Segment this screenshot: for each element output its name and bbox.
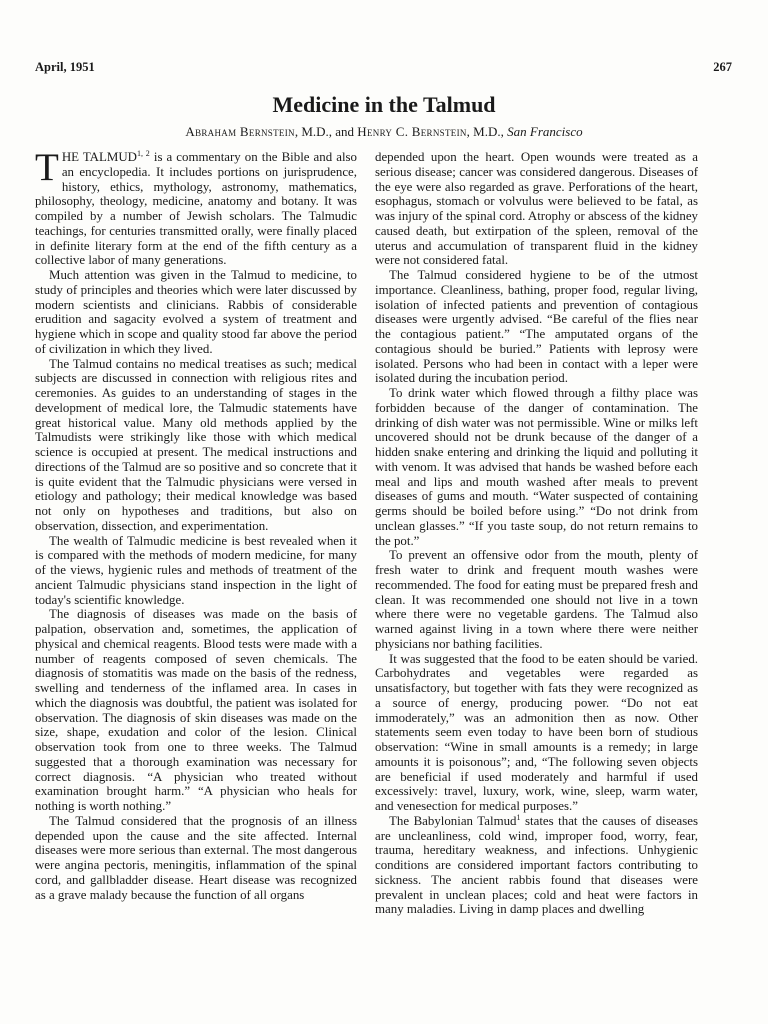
issue-date: April, 1951 xyxy=(35,60,95,74)
paragraph xyxy=(35,150,357,268)
paragraph: The wealth of Talmudic medicine is best revealed when it is compared with the methods of modern medicine, for many of the views, hygienic rules and methods of treatment of the ancient Talmudic physicians stand inspection in the light of today's scientific knowledge. xyxy=(35,533,357,607)
paragraph xyxy=(375,814,698,917)
byline xyxy=(0,124,768,140)
paragraph: Much attention was given in the Talmud to medicine, to study of principles and theories which were later discussed by modern scientists and clinicians. Rabbis of considerable erudition and sagacity evolved a system of treatment and hygiene which in scope and quality stood far above the period of civilization in which they lived. xyxy=(35,268,357,356)
paragraph: The Talmud considered that the prognosis of an illness depended upon the cause and the site affected. Internal diseases were more serious than external. The most dangerous were angina pectoris, meningitis, inflammation of the spinal cord, and gallbladder disease. Heart disease was recognized as a grave malady because the function of all organs xyxy=(35,813,357,902)
author-location: San Francisco xyxy=(507,124,583,139)
running-head xyxy=(35,60,732,76)
lead-word: HE TALMUD xyxy=(61,150,137,164)
paragraph-text: is a commentary on the Bible and also an encyclopedia. It includes portions on jurisprudence, history, ethics, mythology, astronomy, mathematics, philosophy, theology, medicine, anatomy and botany. It was compiled by a number of Jewish scholars. The Talmudic teachings, for centuries transmitted orally, were finally placed in definite literary form at the end of the fifth century as a collective labor of many generations. xyxy=(35,150,357,268)
paragraph: The diagnosis of diseases was made on the basis of palpation, observation and, sometimes, the application of physical and chemical reagents. Blood tests were made with a number of reagents composed of seven chemicals. The diagnosis of stomatitis was made on the basis of the redness, swelling and tenderness of the inflamed area. In cases in which the diagnosis was doubtful, the patient was isolated for observation. The diagnosis of skin diseases was made on the size, shape, exudation and color of the lesion. Clinical observation took from one to three weeks. The Talmud suggested that a thorough examination was necessary for correct diagnosis. “A physician who treated without examination brought harm.” “A physician who heals for nothing is worth nothing.” xyxy=(35,607,357,813)
paragraph-text: states that the causes of diseases are uncleanliness, cold wind, improper food, worry, fear, trauma, hereditary weakness, and infections. Unhygienic conditions are considered important factors contributing to sickness. The ancient rabbis found that diseases were prevalent in unclean places; cold and heat were factors in many maladies. Living in damp places and dwelling xyxy=(375,813,698,917)
paragraph: It was suggested that the food to be eaten should be varied. Carbohydrates and vegetables were regarded as unsatisfactory, but together with fats they were recognized as a source of energy, producing power. “Do not eat immoderately,” was an admonition then as now. Other statements seem even today to have been born of studious observation: “Wine in small amounts is a remedy; in large amounts it is poisonous”; and, “The following seven objects are beneficial if used moderately and harmful if used excessively: travel, luxury, work, wine, sleep, warm water, and venesection for medical purposes.” xyxy=(375,651,698,813)
right-column xyxy=(375,150,698,1000)
reference-marker: 1 xyxy=(516,812,521,822)
drop-cap: T xyxy=(35,150,59,189)
paragraph: The Talmud contains no medical treatises as such; medical subjects are discussed in connection with religious rites and ceremonies. As guides to an understanding of stages in the development of medical lore, the Talmudic statements have great historical value. Many old methods applied by the Talmudists were strikingly like those with which medical science is occupied at present. The medical instructions and directions of the Talmud are so positive and so concrete that it is quite evident that the Talmudic physicians were versed in etiology and pathology; their medical knowledge was based not only on hypotheses and traditions, but also on observation, dissection, and experimentation. xyxy=(35,356,357,533)
article-title: Medicine in the Talmud xyxy=(272,92,496,117)
author-name: Abraham Bernstein xyxy=(185,124,295,139)
paragraph: To drink water which flowed through a filthy place was forbidden because of the danger of contamination. The drinking of dish water was not permissible. Wine or milks left uncovered should not be drunk because of the danger of a hidden snake entering and drinking the liquid and polluting it with venom. It was advised that hands be washed before each meal and lips and mouth washed after meals to prevent diseases of gums and mouth. “Water suspected of containing germs should be boiled before using.” “Do not drink from unclean glasses.” “If you taste soup, do not return remains to the pot.” xyxy=(375,386,698,548)
paragraph-text: The Babylonian Talmud xyxy=(389,813,517,828)
reference-marker: 1, 2 xyxy=(136,150,150,158)
paragraph: depended upon the heart. Open wounds were treated as a serious disease; cancer was considered dangerous. Diseases of the eye were also regarded as grave. Perforations of the heart, esophagus, stomach or volvulus were believed to be fatal, as was injury of the spinal cord. Atrophy or abscess of the kidney caused death, but extirpation of the spleen, removal of the uterus and accumulation of transparent fluid in the kidney were not considered fatal. xyxy=(375,150,698,268)
page-number: 267 xyxy=(713,60,732,74)
author-degree: , M.D., xyxy=(466,124,508,139)
author-name: Henry C. Bernstein xyxy=(357,124,467,139)
left-column xyxy=(35,150,357,1000)
author-degree: , M.D., and xyxy=(294,124,358,139)
paragraph: To prevent an offensive odor from the mouth, plenty of fresh water to drink and frequent mouth washes were recommended. The food for eating must be prepared fresh and clean. It was recommended one should not live in a town where there were no vegetable gardens. The Talmud also warned against living in a town where there were neither physicians nor bathing facilities. xyxy=(375,548,698,651)
paragraph: The Talmud considered hygiene to be of the utmost importance. Cleanliness, bathing, proper food, regular living, isolation of infected patients and prevention of contagious diseases were urgently advised. “Be careful of the flies near the contagious patient.” “The amputated organs of the contagious should be buried.” Patients with leprosy were isolated. Persons who had been in contact with a leper were isolated during the incubation period. xyxy=(375,268,698,386)
